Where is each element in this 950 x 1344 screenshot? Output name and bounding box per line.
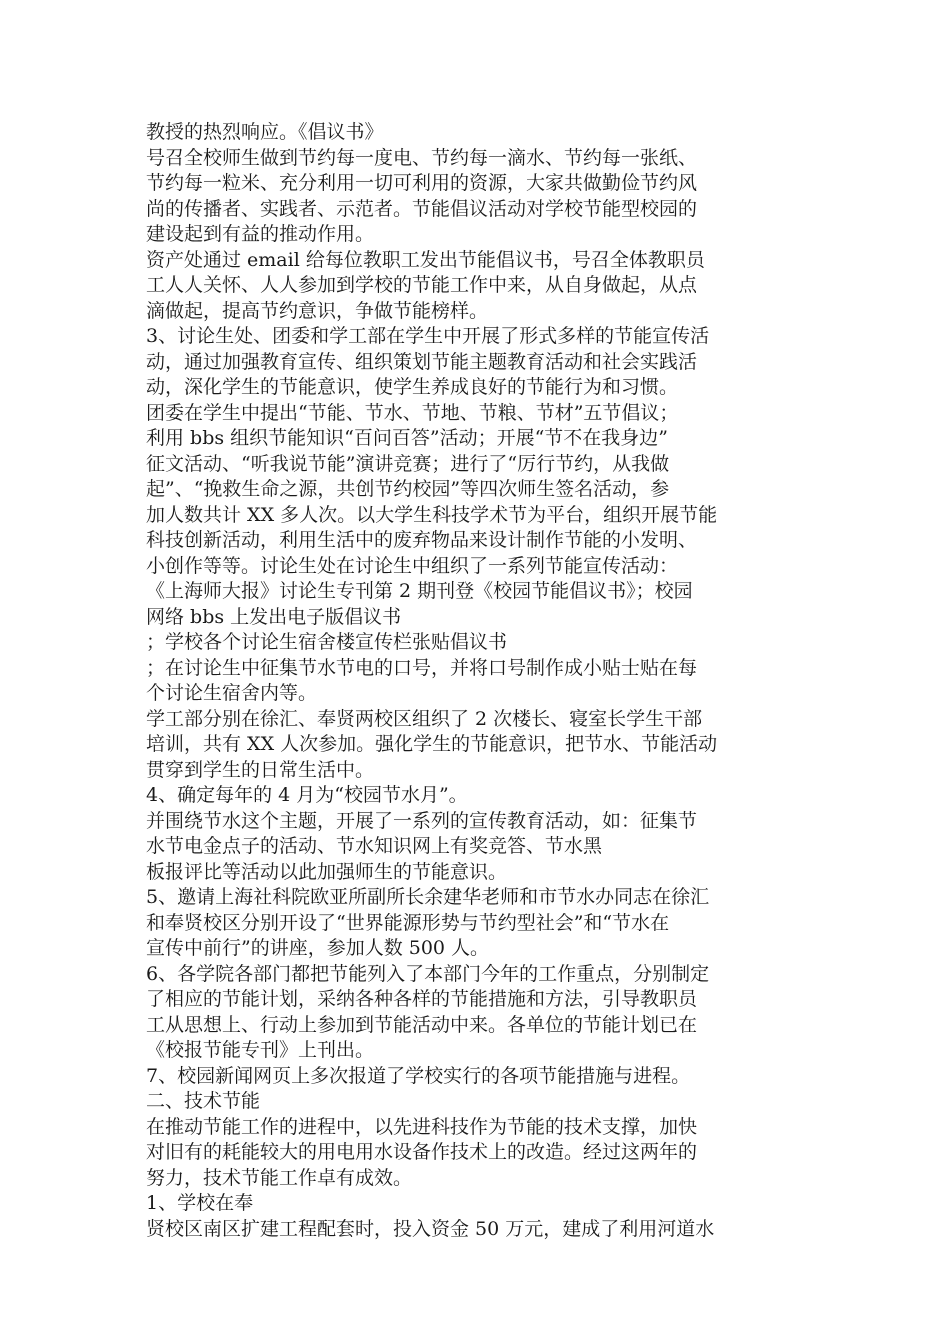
text-line-26: 贯穿到学生的日常生活中。: [146, 758, 375, 781]
text-line-11: 动，深化学生的节能意识，使学生养成良好的节能行为和习惯。: [146, 376, 679, 398]
text-line-37: 《校报节能专刊》上刊出。: [146, 1039, 375, 1061]
text-line-10: 动，通过加强教育宣传、组织策划节能主题教育活动和社会实践活: [146, 350, 698, 373]
text-line-14: 征文活动、“听我说节能”演讲竞赛；进行了“厉行节约，从我做: [146, 452, 670, 475]
text-line-6: 资产处通过 email 给每位教职工发出节能倡议书，号召全体教职员: [146, 248, 705, 271]
text-line-8: 滴做起，提高节约意识，争做节能榜样。: [146, 299, 489, 322]
text-line-17: 科技创新活动，利用生活中的废弃物品来设计制作节能的小发明、: [146, 529, 698, 551]
text-line-25: 培训，共有 XX 人次参加。强化学生的节能意识，把节水、节能活动: [146, 733, 718, 755]
text-line-7: 工人人关怀、人人参加到学校的节能工作中来，从自身做起，从点: [146, 274, 698, 296]
text-line-40: 在推动节能工作的进程中，以先进科技作为节能的技术支撑，加快: [146, 1115, 698, 1138]
text-line-32: 和奉贤校区分别开设了“世界能源形势与节约型社会”和“节水在: [146, 911, 670, 934]
text-line-30: 板报评比等活动以此加强师生的节能意识。: [146, 860, 508, 883]
text-line-20: 网络 bbs 上发出电子版倡议书: [146, 605, 402, 628]
text-line-4: 尚的传播者、实践者、示范者。节能倡议活动对学校节能型校园的: [146, 197, 698, 220]
document-body: [146, 120, 806, 1242]
text-line-18: 小创作等等。讨论生处在讨论生中组织了一系列节能宣传活动：: [146, 554, 679, 577]
text-line-13: 利用 bbs 组织节能知识“百问百答”活动；开展“节不在我身边”: [146, 427, 669, 449]
text-line-9: 3、讨论生处、团委和学工部在学生中开展了形式多样的节能宣传活: [146, 325, 710, 347]
text-line-5: 建设起到有益的推动作用。: [146, 223, 375, 245]
text-line-1: 教授的热烈响应。《倡议书》: [146, 121, 384, 143]
text-line-34: 6、各学院各部门都把节能列入了本部门今年的工作重点，分别制定: [146, 962, 710, 985]
text-line-33: 宣传中前行”的讲座，参加人数 500 人。: [146, 937, 490, 959]
text-line-27: 4、确定每年的 4 月为“校园节水月”。: [146, 784, 468, 806]
text-line-3: 节约每一粒米、充分利用一切可利用的资源，大家共做勤俭节约风: [146, 172, 698, 194]
text-line-21: ；学校各个讨论生宿舍楼宣传栏张贴倡议书: [146, 631, 508, 653]
text-line-39: 二、技术节能: [146, 1090, 261, 1112]
text-line-35: 了相应的节能计划，采纳各种各样的节能措施和方法，引导教职员: [146, 988, 698, 1010]
text-line-29: 水节电金点子的活动、节水知识网上有奖竞答、节水黑: [146, 835, 603, 857]
text-line-22: ；在讨论生中征集节水节电的口号，并将口号制作成小贴士贴在每: [146, 656, 698, 679]
text-line-36: 工从思想上、行动上参加到节能活动中来。各单位的节能计划已在: [146, 1013, 698, 1036]
text-line-23: 个讨论生宿舍内等。: [146, 682, 318, 704]
text-line-12: 团委在学生中提出“节能、节水、节地、节粮、节材”五节倡议；: [146, 401, 679, 424]
text-line-31: 5、邀请上海社科院欧亚所副所长余建华老师和市节水办同志在徐汇: [146, 886, 710, 908]
text-line-15: 起”、“挽救生命之源，共创节约校园”等四次师生签名活动，参: [146, 478, 670, 500]
text-line-44: 贤校区南区扩建工程配套时，投入资金 50 万元，建成了利用河道水: [146, 1217, 715, 1240]
text-line-2: 号召全校师生做到节约每一度电、节约每一滴水、节约每一张纸、: [146, 146, 698, 169]
text-line-19: 《上海师大报》讨论生专刊第 2 期刊登《校园节能倡议书》；校园: [146, 580, 693, 602]
text-line-28: 并围绕节水这个主题，开展了一系列的宣传教育活动，如：征集节: [146, 809, 698, 832]
text-line-41: 对旧有的耗能较大的用电用水设备作技术上的改造。经过这两年的: [146, 1141, 698, 1163]
text-line-24: 学工部分别在徐汇、奉贤两校区组织了 2 次楼长、寝室长学生干部: [146, 707, 703, 730]
text-line-16: 加人数共计 XX 多人次。以大学生科技学术节为平台，组织开展节能: [146, 503, 718, 526]
text-line-38: 7、校园新闻网页上多次报道了学校实行的各项节能措施与进程。: [146, 1064, 691, 1087]
text-line-43: 1、学校在奉: [146, 1192, 254, 1214]
text-line-42: 努力，技术节能工作卓有成效。: [146, 1166, 413, 1189]
